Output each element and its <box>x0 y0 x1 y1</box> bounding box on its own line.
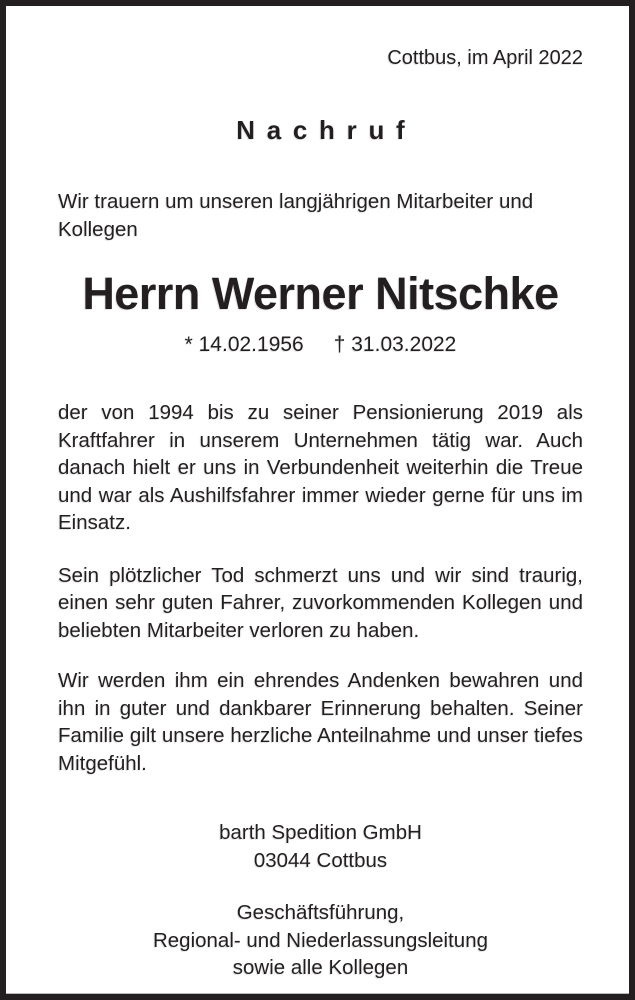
obituary-paragraph-3: Wir werden ihm ein ehrendes Andenken bewahren und ihn in guter und dankbarer Erinnerung behalten. Seiner Familie gilt unsere herzliche Anteilnahme und unser tiefes Mitgefühl. <box>58 669 583 775</box>
company-city: 03044 Cottbus <box>253 848 388 872</box>
signature-block <box>58 899 583 982</box>
life-dates <box>58 332 583 358</box>
notice-content <box>6 6 629 994</box>
signature-line-3: sowie alle Kollegen <box>232 956 409 979</box>
dateline: Cottbus, im April 2022 <box>387 47 583 69</box>
death-date: † 31.03.2022 <box>333 333 457 356</box>
birth-date: * 14.02.1956 <box>184 333 304 356</box>
obituary-paragraph-2: Sein plötzlicher Tod schmerzt uns und wir sind traurig, einen sehr guten Fahrer, zuvorkommenden Kollegen und beliebten Mitarbeiter verloren zu haben. <box>58 563 583 642</box>
intro-text: Wir trauern um unseren langjährigen Mitarbeiter und Kollegen <box>58 190 534 241</box>
deceased-name: Herrn Werner Nitschke <box>82 268 559 319</box>
signature-line-2: Regional- und Niederlassungsleitung <box>152 928 489 952</box>
company-name: barth Spedition GmbH <box>219 821 422 844</box>
signature-line-1: Geschäftsführung, <box>236 901 405 924</box>
nachruf-heading: Nachruf <box>236 115 417 145</box>
obituary-paragraph-1: der von 1994 bis zu seiner Pensionierung 2019 als Kraftfahrer in unserem Unternehmen tätig war. Auch danach hielt er uns in Verbundenheit weiterhin die Treue und war als Aushilfsfahrer immer wieder gerne für uns im Einsatz. <box>58 401 583 534</box>
company-block <box>58 819 583 874</box>
